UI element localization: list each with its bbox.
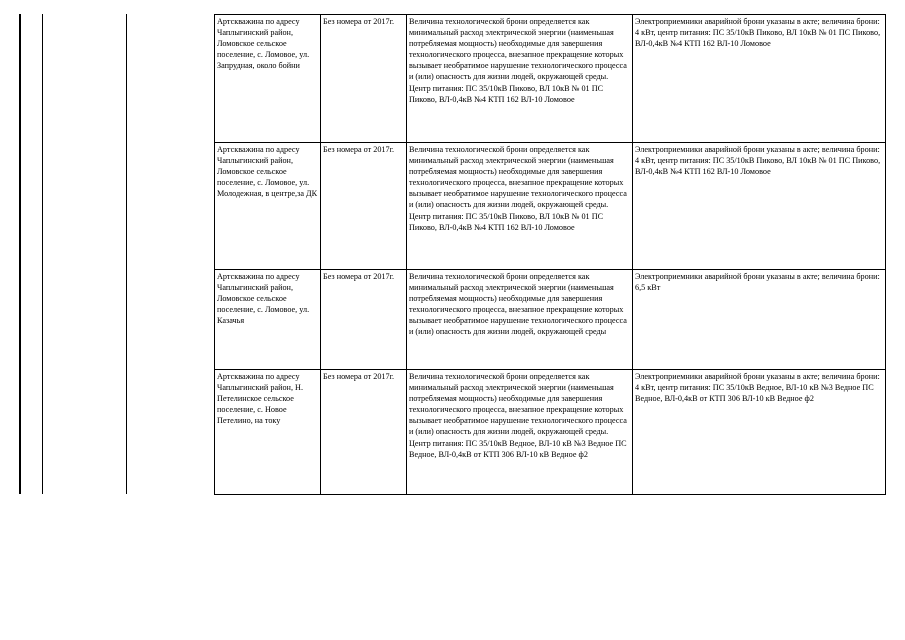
table-row: [215, 143, 886, 270]
act-cell: Без номера от 2017г.: [321, 143, 407, 270]
note-cell: Электроприемники аварийной брони указаны в акте; величина брони: 4 кВт, центр питания: ПС 35/10кВ Ведное, ВЛ-10 кВ №3 Ведное ПС Ведное, ВЛ-0,4кВ от КТП 306 ВЛ-10 кВ Ведное ф2: [633, 370, 886, 495]
note-cell: Электроприемники аварийной брони указаны в акте; величина брони: 4 кВт, центр питания: ПС 35/10кВ Пиково, ВЛ 10кВ № 01 ПС Пиково, ВЛ-0,4кВ №4 КТП 162 ВЛ-10 Ломовое: [633, 143, 886, 270]
left-border-line: [19, 14, 21, 494]
table-row: [215, 370, 886, 495]
object-address-cell: Артскважина по адресу Чаплыгинский район, Ломовское сельское поселение, с. Ломовое, ул. Казачья: [215, 270, 321, 370]
table-row: [215, 270, 886, 370]
act-cell: Без номера от 2017г.: [321, 370, 407, 495]
note-cell: Электроприемники аварийной брони указаны в акте; величина брони: 4 кВт, центр питания: ПС 35/10кВ Пиково, ВЛ 10кВ № 01 ПС Пиково, ВЛ-0,4кВ №4 КТП 162 ВЛ-10 Ломовое: [633, 15, 886, 143]
object-address-cell: Артскважина по адресу Чаплыгинский район, Н. Петелинское сельское поселение, с. Новое Петелино, на току: [215, 370, 321, 495]
object-address-cell: Артскважина по адресу Чаплыгинский район, Ломовское сельское поселение, с. Ломовое, ул. Молодежная, в центре,за ДК: [215, 143, 321, 270]
object-address-cell: Артскважина по адресу Чаплыгинский район, Ломовское сельское поселение, с. Ломовое, ул. Запрудная, около бойни: [215, 15, 321, 143]
act-cell: Без номера от 2017г.: [321, 15, 407, 143]
act-cell: Без номера от 2017г.: [321, 270, 407, 370]
description-cell: Величина технологической брони определяется как минимальный расход электрической энергии (наименьшая потребляемая мощность) необходимые для завершения технологического процесса, внезапное прекращение которых вызывает необратимое нарушение технологического процесса и (или) опасность для жизни людей, окружающей среды. Центр питания: ПС 35/10кВ Ведное, ВЛ-10 кВ №3 Ведное ПС Ведное, ВЛ-0,4кВ от КТП 306 ВЛ-10 кВ Ведное ф2: [407, 370, 633, 495]
description-cell: Величина технологической брони определяется как минимальный расход электрической энергии (наименьшая потребляемая мощность) необходимые для завершения технологического процесса, внезапное прекращение которых вызывает необратимое нарушение технологического процесса и (или) опасность для жизни людей, окружающей среды. Центр питания: ПС 35/10кВ Пиково, ВЛ 10кВ № 01 ПС Пиково, ВЛ-0,4кВ №4 КТП 162 ВЛ-10 Ломовое: [407, 143, 633, 270]
description-cell: Величина технологической брони определяется как минимальный расход электрической энергии (наименьшая потребляемая мощность) необходимые для завершения технологического процесса, внезапное прекращение которых вызывает необратимое нарушение технологического процесса и (или) опасность для жизни людей, окружающей среды: [407, 270, 633, 370]
column-divider-line: [42, 14, 43, 494]
description-cell: Величина технологической брони определяется как минимальный расход электрической энергии (наименьшая потребляемая мощность) необходимые для завершения технологического процесса, внезапное прекращение которых вызывает необратимое нарушение технологического процесса и (или) опасность для жизни людей, окружающей среды. Центр питания: ПС 35/10кВ Пиково, ВЛ 10кВ № 01 ПС Пиково, ВЛ-0,4кВ №4 КТП 162 ВЛ-10 Ломовое: [407, 15, 633, 143]
emergency-reserve-table: [214, 14, 886, 495]
column-divider-line: [126, 14, 127, 494]
note-cell: Электроприемники аварийной брони указаны в акте; величина брони: 6,5 кВт: [633, 270, 886, 370]
table-row: [215, 15, 886, 143]
